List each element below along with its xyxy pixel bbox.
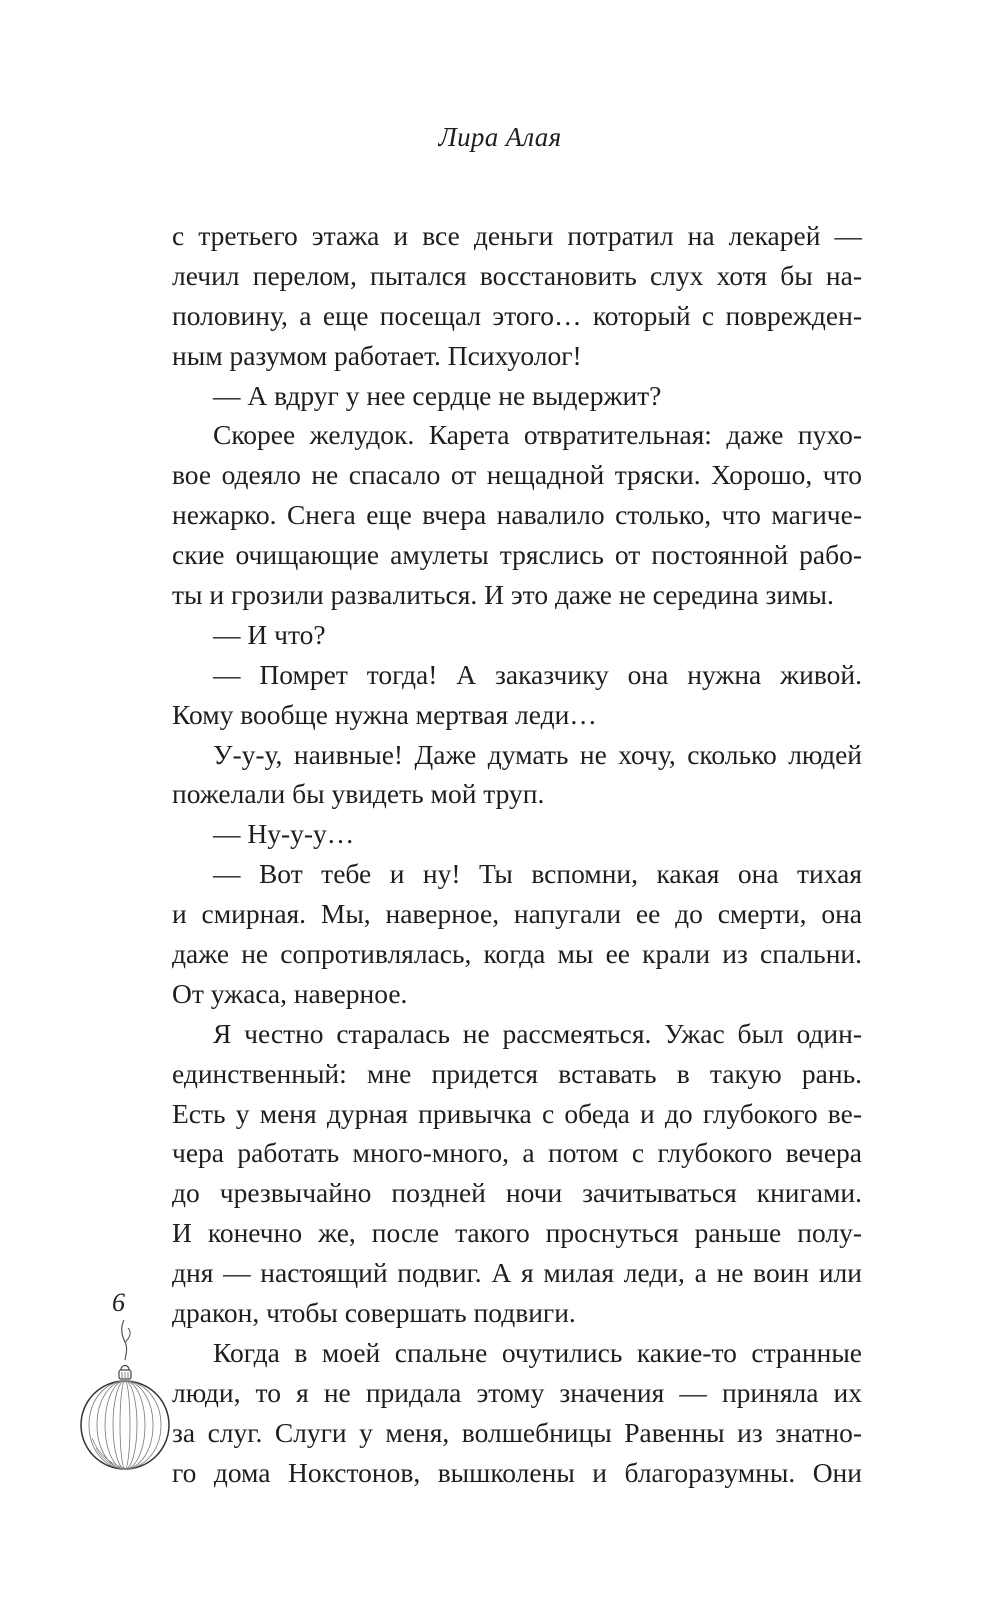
text-line: ские очищающие амулеты тряслись от постоянной рабо- (172, 539, 862, 571)
text-line: Кому вообще нужна мертвая леди… (172, 698, 597, 730)
text-line: Есть у меня дурная привычка с обеда и до глубокого ве- (172, 1097, 862, 1129)
text-line: — Помрет тогда! А заказчику она нужна живой. (213, 658, 862, 690)
text-line: и смирная. Мы, наверное, напугали ее до смерти, она (172, 898, 862, 930)
text-line: го дома Нокстонов, вышколены и благоразумны. Они (172, 1456, 862, 1488)
text-line: даже не сопротивлялась, когда мы ее крали из спальни. (172, 938, 862, 970)
text-line: половину, а еще посещал этого… который с поврежден- (172, 299, 862, 331)
running-header: Лира Алая (438, 122, 562, 152)
text-line: От ужаса, наверное. (172, 977, 408, 1009)
text-line: У-у-у, наивные! Даже думать не хочу, сколько людей (213, 738, 862, 770)
text-line: единственный: мне придется вставать в такую рань. (172, 1057, 862, 1089)
text-line: вое одеяло не спасало от нещадной тряски. Хорошо, что (172, 459, 862, 491)
text-line: И конечно же, после такого проснуться раньше полу- (172, 1217, 862, 1249)
text-line: пожелали бы увидеть мой труп. (172, 778, 545, 810)
text-line: с третьего этажа и все деньги потратил на лекарей — (172, 220, 862, 251)
text-line: Когда в моей спальне очутились какие-то странные (213, 1336, 862, 1368)
text-line: лечил перелом, пытался восстановить слух хотя бы на- (172, 259, 862, 291)
text-line: — Вот тебе и ну! Ты вспомни, какая она тихая (213, 858, 862, 890)
text-line: дракон, чтобы совершать подвиги. (172, 1297, 576, 1329)
text-line: — А вдруг у нее сердце не выдержит? (213, 379, 662, 411)
text-line: ты и грозили развалиться. И это даже не середина зимы. (172, 579, 834, 611)
text-line: ным разумом работает. Психуолог! (172, 339, 582, 371)
text-line: нежарко. Снега еще вчера навалило столько, что магиче- (172, 499, 862, 531)
text-line: — Ну-у-у… (213, 818, 355, 850)
page-number: 6 (112, 1288, 125, 1317)
text-line: люди, то я не придала этому значения — приняла их (172, 1376, 862, 1408)
text-line: Я честно старалась не рассмеяться. Ужас был один- (213, 1017, 862, 1049)
body-text (172, 216, 862, 1493)
text-line: за слуг. Слуги у меня, волшебницы Равенны из знатно- (172, 1416, 862, 1448)
text-line: Скорее желудок. Карета отвратительная: даже пухо- (213, 419, 862, 451)
text-line: чера работать много-много, а потом с глубокого вечера (172, 1137, 862, 1169)
text-line: — И что? (213, 618, 326, 650)
christmas-ornament-icon (80, 1318, 170, 1498)
text-line: до чрезвычайно поздней ночи зачитываться книгами. (172, 1177, 862, 1209)
text-line: дня — настоящий подвиг. А я милая леди, а не воин или (172, 1257, 862, 1289)
